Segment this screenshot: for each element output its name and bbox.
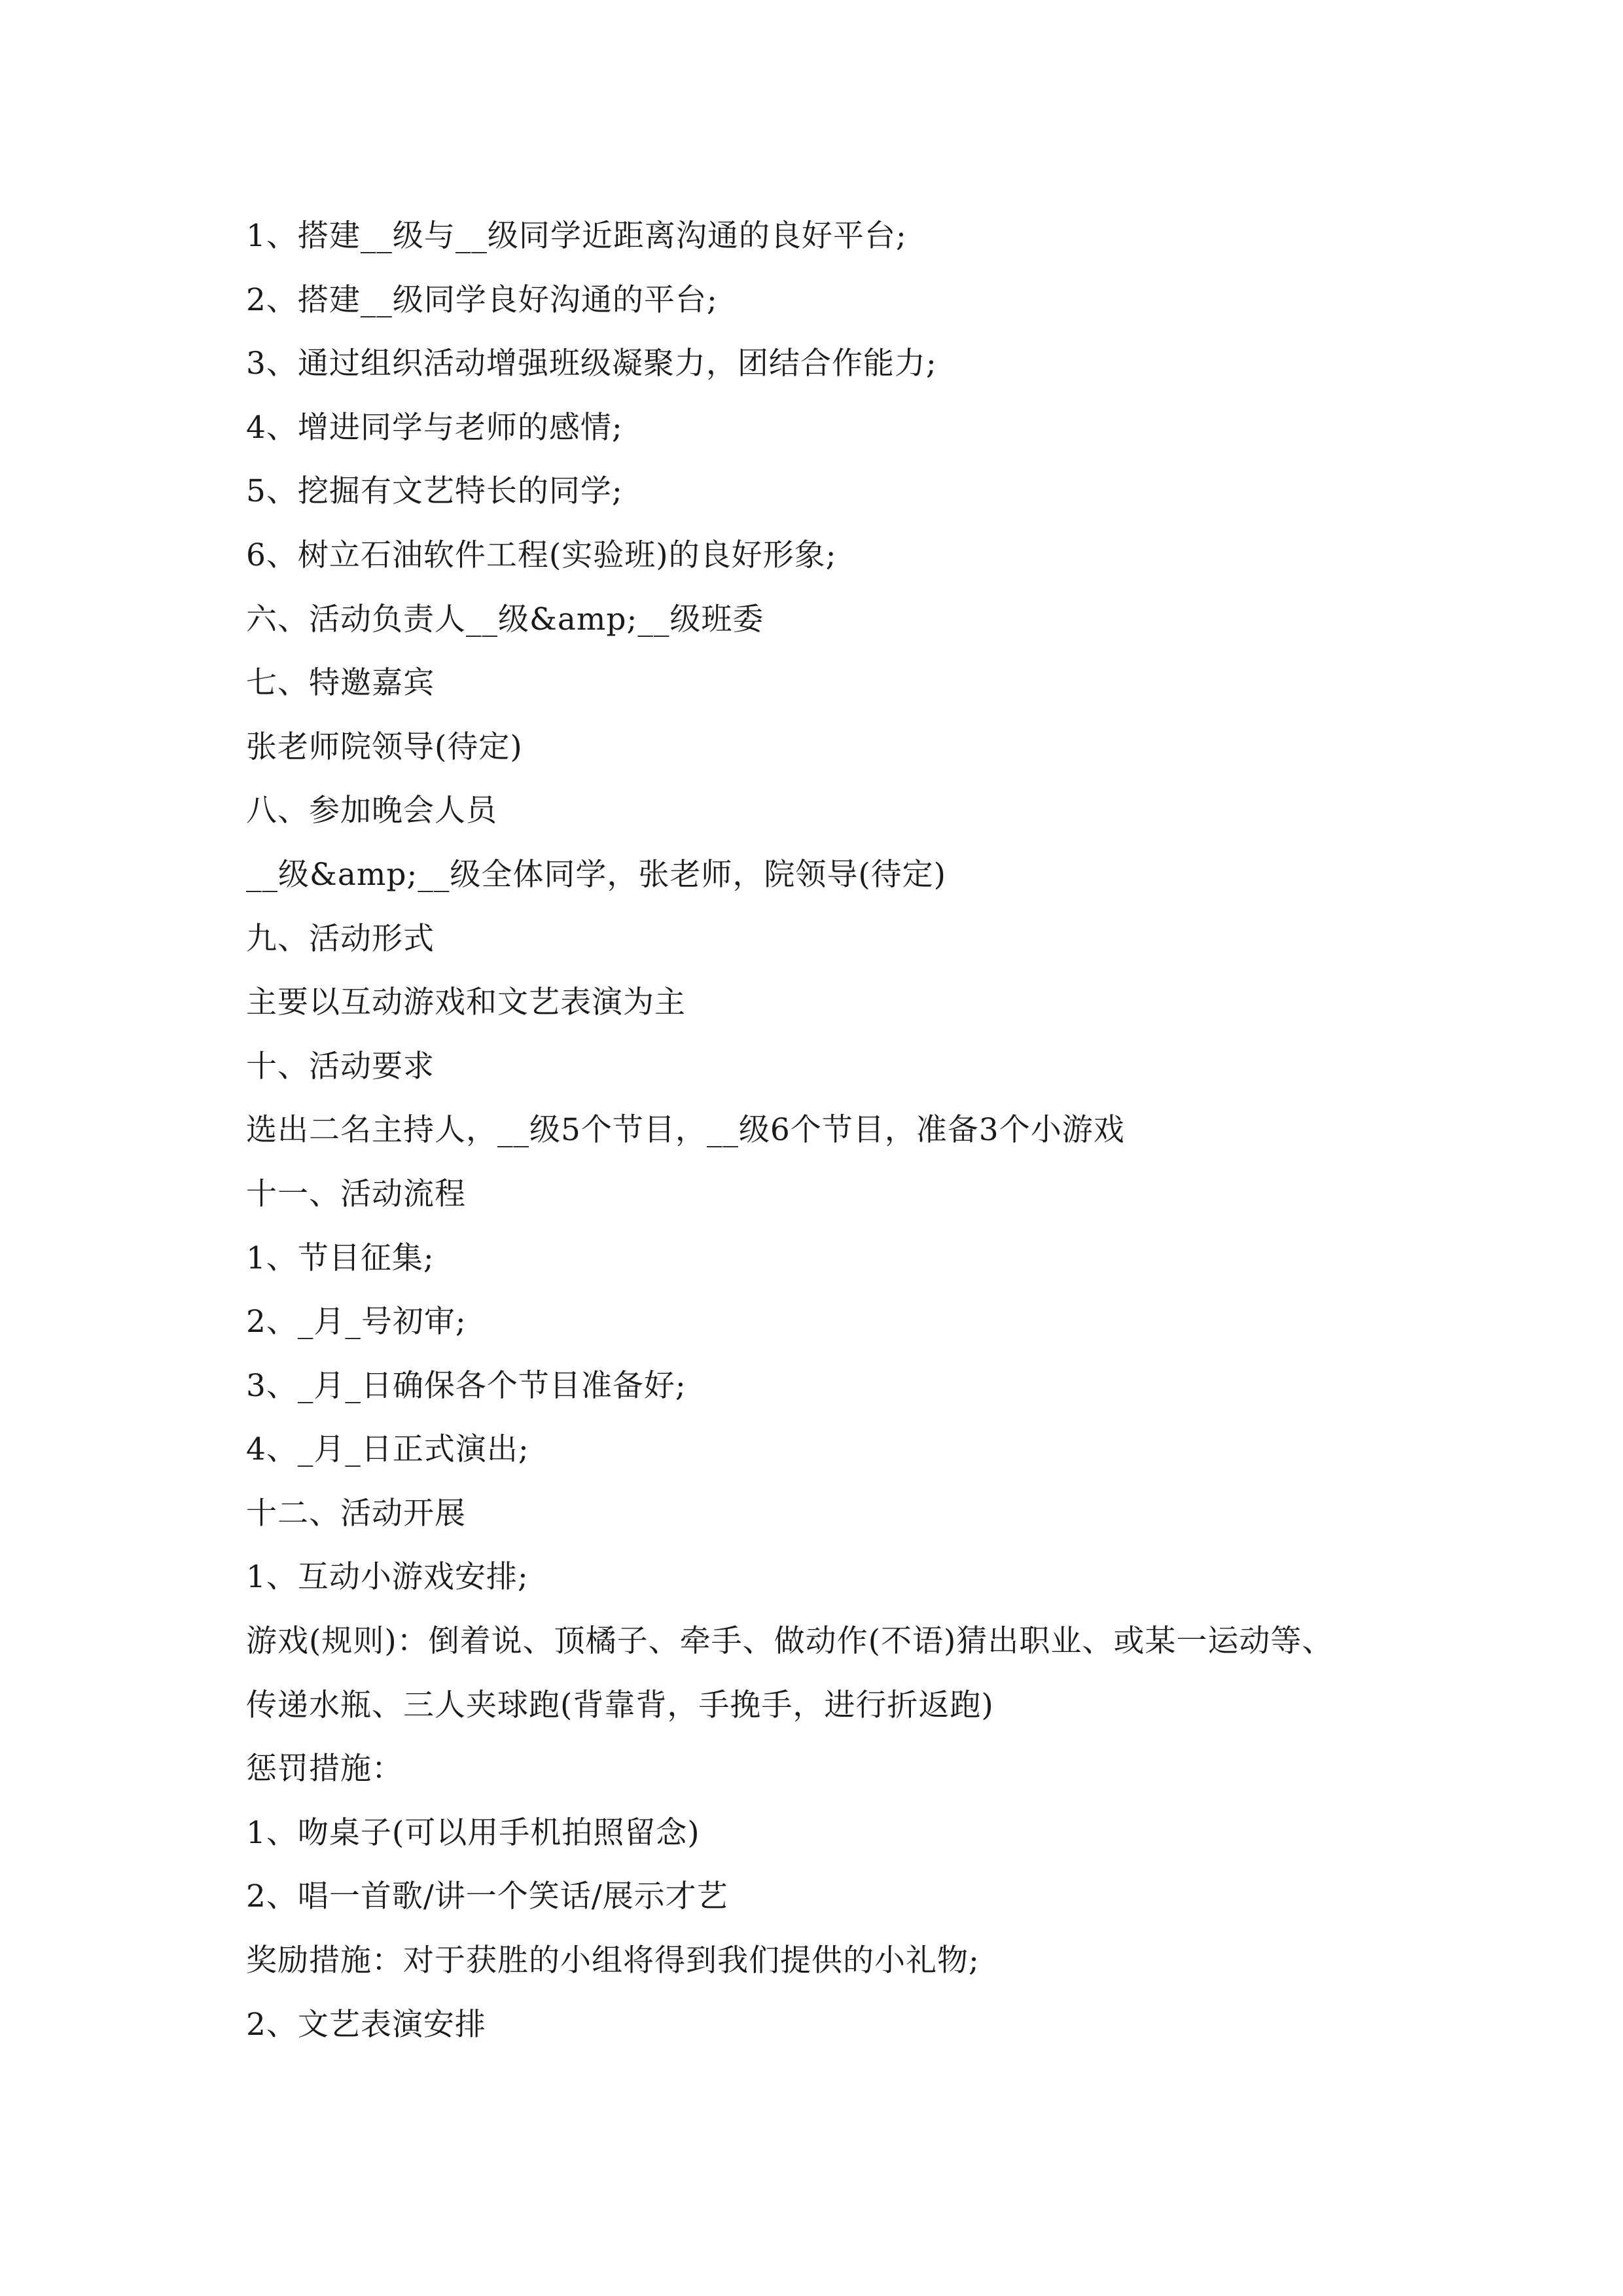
text-line: 4、增进同学与老师的感情; — [246, 409, 623, 446]
text-line: 主要以互动游戏和文艺表演为主 — [246, 984, 686, 1021]
section-heading: 七、特邀嘉宾 — [246, 665, 435, 702]
text-line: 5、挖掘有文艺特长的同学; — [246, 473, 623, 510]
section-heading: 八、参加晚会人员 — [246, 793, 497, 829]
text-line: 惩罚措施： — [246, 1751, 403, 1787]
text-line: 张老师院领导(待定) — [246, 728, 523, 765]
text-line: 1、吻桌子(可以用手机拍照留念) — [246, 1814, 700, 1851]
text-line: 2、_月_号初审; — [246, 1304, 467, 1340]
text-line: 4、_月_日正式演出; — [246, 1431, 529, 1468]
text-line: 1、节目征集; — [246, 1240, 435, 1276]
text-line: 选出二名主持人，__级5个节目，__级6个节目，准备3个小游戏 — [246, 1112, 1125, 1149]
text-line: 3、_月_日确保各个节目准备好; — [246, 1367, 687, 1404]
document-body — [246, 204, 1489, 2056]
section-heading: 十二、活动开展 — [246, 1495, 466, 1532]
section-heading: 六、活动负责人__级&amp;__级班委 — [246, 601, 764, 637]
text-line: 6、树立石油软件工程(实验班)的良好形象; — [246, 537, 837, 573]
section-heading: 十、活动要求 — [246, 1048, 435, 1085]
section-heading: 九、活动形式 — [246, 920, 435, 957]
text-line: 3、通过组织活动增强班级凝聚力，团结合作能力; — [246, 346, 937, 382]
text-line: 奖励措施：对于获胜的小组将得到我们提供的小礼物; — [246, 1943, 980, 1979]
text-line: 游戏(规则)：倒着说、顶橘子、牵手、做动作(不语)猜出职业、或某一运动等、 — [246, 1623, 1334, 1660]
text-line: 2、唱一首歌/讲一个笑话/展示才艺 — [246, 1878, 728, 1915]
text-line: 2、文艺表演安排 — [246, 2006, 486, 2043]
text-line: 1、搭建__级与__级同学近距离沟通的良好平台; — [246, 218, 907, 254]
text-line: 2、搭建__级同学良好沟通的平台; — [246, 281, 718, 318]
text-line: 传递水瓶、三人夹球跑(背靠背，手挽手，进行折返跑) — [246, 1687, 994, 1723]
section-heading: 十一、活动流程 — [246, 1175, 466, 1212]
text-line: 1、互动小游戏安排; — [246, 1559, 529, 1596]
text-line: __级&amp;__级全体同学，张老师，院领导(待定) — [246, 856, 947, 893]
